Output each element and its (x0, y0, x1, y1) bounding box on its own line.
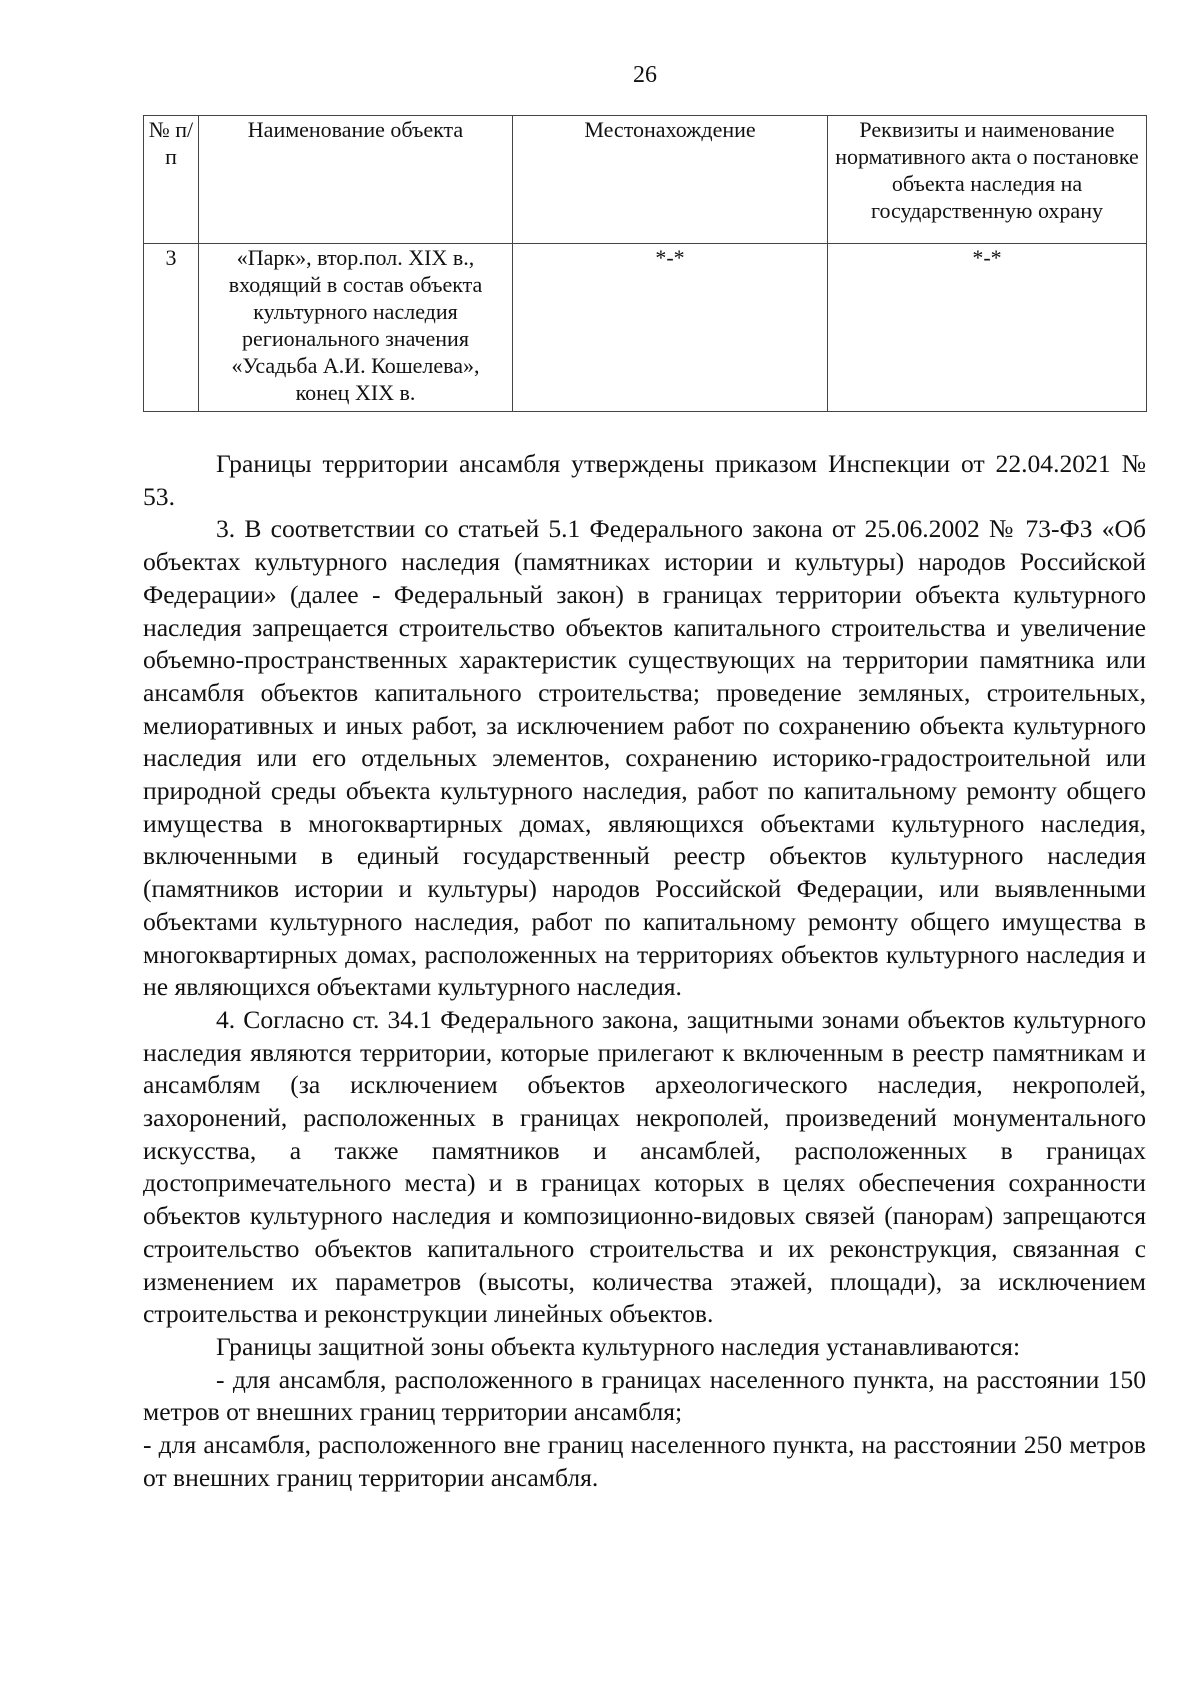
paragraph-protection-zone-intro: Границы защитной зоны объекта культурного наследия устанавливаются: (216, 1331, 1021, 1361)
table-header-row (144, 116, 1147, 244)
cell-object-name: «Парк», втор.пол. XIX в., входящий в состав объекта культурного наследия регионального значения «Усадьба А.И. Кошелева», конец XIX в. (199, 244, 513, 412)
paragraph-item-4: 4. Согласно ст. 34.1 Федерального закона, защитными зонами объектов культурного наследия являются территории, которые прилегают к включенным в реестр памятникам и ансамблям (за исключением объектов археологического наследия, некрополей, захоронений, расположенных в границах некрополей, произведений монументального искусства, а также памятников и ансамблей, расположенных в границах достопримечательного места) и в границах которых в целях обеспечения сохранности объектов культурного наследия и композиционно-видовых связей (панорам) запрещаются строительство объектов капитального строительства и их реконструкция, связанная с изменением их параметров (высоты, количества этажей, площади), за исключением строительства и реконструкции линейных объектов. (143, 1004, 1146, 1329)
cell-requisites: *-* (828, 244, 1147, 412)
paragraph-item-3: 3. В соответствии со статьей 5.1 Федерального закона от 25.06.2002 № 73-ФЗ «Об объектах культурного наследия (памятниках истории и культуры) народов Российской Федерации» (далее - Федеральный закон) в границах территории объекта культурного наследия запрещается строительство объектов капитального строительства и увеличение объемно-пространственных характеристик существующих на территории памятника или ансамбля объектов капитального строительства; проведение земляных, строительных, мелиоративных и иных работ, за исключением работ по сохранению объекта культурного наследия или его отдельных элементов, сохранению историко-градостроительной или природной среды объекта культурного наследия, работ по капитальному ремонту общего имущества в многоквартирных домах, являющихся объектами культурного наследия, включенными в единый государственный реестр объектов культурного наследия (памятников истории и культуры) народов Российской Федерации, или выявленными объектами культурного наследия, работ по капитальному ремонту общего имущества в многоквартирных домах, расположенных на территориях объектов культурного наследия и не являющихся объектами культурного наследия. (143, 514, 1146, 1002)
page-number: 26 (633, 62, 657, 88)
heritage-table (143, 115, 1147, 412)
paragraph-territory-boundaries: Границы территории ансамбля утверждены приказом Инспекции от 22.04.2021 № 53. (143, 449, 1146, 511)
header-location: Местонахождение (513, 116, 828, 244)
header-requisites: Реквизиты и наименование нормативного акта о постановке объекта наследия на государственную охрану (828, 116, 1147, 244)
cell-location: *-* (513, 244, 828, 412)
header-object-name: Наименование объекта (199, 116, 513, 244)
table-row (144, 244, 1147, 412)
paragraph-zone-outside-settlement: - для ансамбля, расположенного вне границ населенного пункта, на расстоянии 250 метров от внешних границ территории ансамбля. (143, 1430, 1146, 1492)
paragraph-zone-inside-settlement: - для ансамбля, расположенного в границах населенного пункта, на расстоянии 150 метров от внешних границ территории ансамбля; (143, 1364, 1146, 1427)
cell-number: 3 (144, 244, 199, 412)
document-body (143, 448, 1146, 1495)
header-number: № п/п (144, 116, 199, 244)
